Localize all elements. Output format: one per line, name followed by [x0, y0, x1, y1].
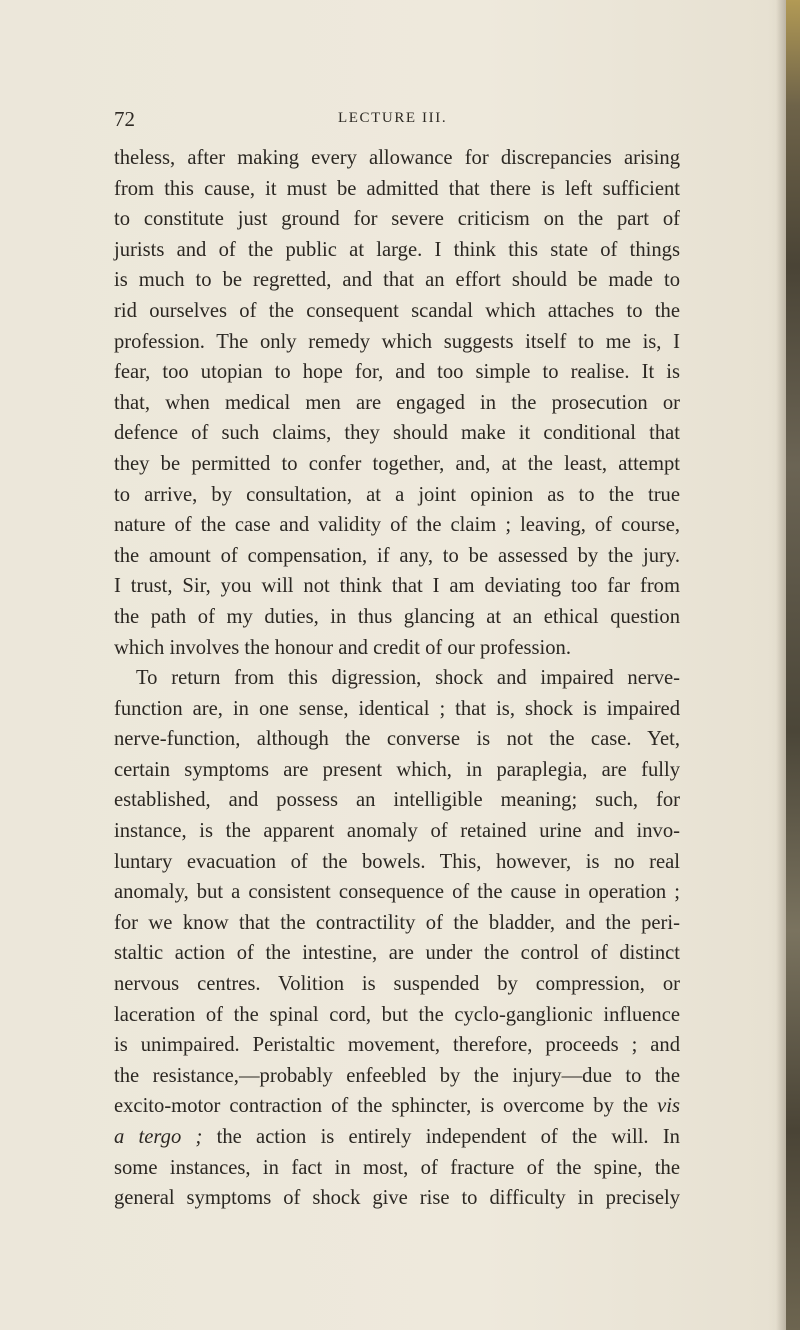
- text-line: nervous centres. Volition is suspended by compression, or: [114, 973, 680, 996]
- text-line: I trust, Sir, you will not think that I am deviating too far from: [114, 575, 680, 598]
- text-line: theless, after making every allowance for discrepancies arising: [114, 147, 680, 169]
- text-run: the action is entirely independent of the will. In: [216, 1126, 680, 1148]
- text-line: instance, is the apparent anomaly of retained urine and invo-: [114, 820, 680, 843]
- text-line: defence of such claims, they should make it conditional that: [114, 422, 680, 445]
- text-line: to arrive, by consultation, at a joint opinion as to the true: [114, 483, 680, 506]
- text-line: nature of the case and validity of the claim ; leaving, of course,: [114, 514, 680, 537]
- text-line: fear, too utopian to hope for, and too simple to realise. It is: [114, 361, 680, 384]
- text-line: function are, in one sense, identical ; that is, shock is impaired: [114, 697, 680, 720]
- running-head: LECTURE III.: [338, 110, 448, 126]
- italic-text: vis: [657, 1095, 680, 1118]
- page-edge-shadow: [776, 0, 786, 1330]
- book-edge: [786, 0, 800, 1330]
- text-line: staltic action of the intestine, are under the control of distinct: [114, 942, 680, 965]
- italic-text: a tergo ;: [114, 1126, 203, 1148]
- text-line: the amount of compensation, if any, to be assessed by the jury.: [114, 544, 680, 567]
- text-line: is unimpaired. Peristaltic movement, therefore, proceeds ; and: [114, 1034, 680, 1057]
- text-line: for we know that the contractility of the bladder, and the peri-: [114, 911, 680, 934]
- text-line: from this cause, it must be admitted that there is left sufficient: [114, 177, 680, 200]
- text-line: some instances, in fact in most, of fracture of the spine, the: [114, 1156, 680, 1179]
- text-line: To return from this digression, shock and impaired nerve-: [136, 667, 680, 690]
- text-line: profession. The only remedy which suggests itself to me is, I: [114, 330, 680, 353]
- text-line: nerve-function, although the converse is not the case. Yet,: [114, 728, 680, 751]
- page-number: 72: [114, 107, 135, 131]
- text-run: excito-motor contraction of the sphincter, is overcome by the: [114, 1095, 649, 1118]
- text-line: that, when medical men are engaged in the prosecution or: [114, 391, 680, 414]
- text-line: the path of my duties, in thus glancing at an ethical question: [114, 605, 680, 628]
- text-line: anomaly, but a consistent consequence of the cause in operation ;: [114, 881, 680, 904]
- text-line: they be permitted to confer together, and, at the least, attempt: [114, 452, 680, 475]
- text-line: [114, 1091, 680, 1122]
- text-line: the resistance,—probably enfeebled by the injury—due to the: [114, 1064, 680, 1087]
- text-line: to constitute just ground for severe criticism on the part of: [114, 208, 680, 231]
- text-line: is much to be regretted, and that an effort should be made to: [114, 269, 680, 292]
- text-line: general symptoms of shock give rise to difficulty in precisely: [114, 1187, 680, 1210]
- text-line: rid ourselves of the consequent scandal which attaches to the: [114, 299, 680, 322]
- text-line: established, and possess an intelligible meaning; such, for: [114, 789, 680, 812]
- text-line: which involves the honour and credit of our profession.: [114, 636, 571, 659]
- text-line: [114, 1122, 680, 1153]
- text-line: jurists and of the public at large. I think this state of things: [114, 238, 680, 261]
- text-line: luntary evacuation of the bowels. This, however, is no real: [114, 850, 680, 873]
- text-line: certain symptoms are present which, in paraplegia, are fully: [114, 758, 680, 781]
- body-text: [114, 143, 680, 1214]
- text-line: laceration of the spinal cord, but the cyclo-ganglionic influence: [114, 1003, 680, 1026]
